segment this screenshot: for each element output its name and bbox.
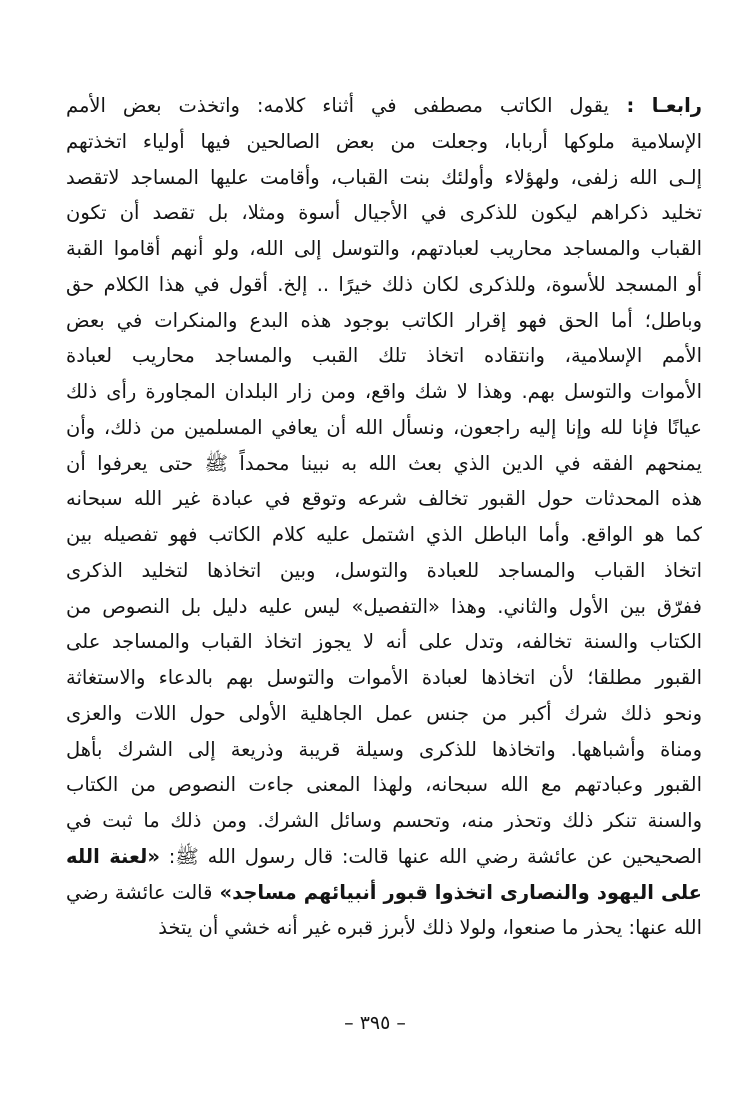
text-line <box>66 660 702 696</box>
text-segment: إلـى الله زلفى، ولهؤلاء وأولئك بنت القباب، وأقامت عليها المساجد لاتقصد <box>66 165 702 189</box>
text-segment: ففرّق بين الأول والثاني. وهذا «التفصيل» ليس عليه دليل بل النصوص من <box>66 594 702 618</box>
text-line <box>66 481 702 517</box>
text-line <box>66 589 702 625</box>
text-segment: هذه المحدثات حول القبور تخالف شرعه وتوقع في عبادة غير الله سبحانه <box>66 487 702 511</box>
bold-text-segment: على اليهود والنصارى اتخذوا قبور أنبيائهم مساجد» <box>212 880 702 904</box>
text-segment: أو المسجد للأسوة، وللذكرى لكان ذلك خيرًا .. إلخ. أقول في هذا الكلام حق <box>66 272 702 296</box>
text-line <box>66 803 702 839</box>
text-line <box>66 267 702 303</box>
text-segment: وباطل؛ أما الحق فهو إقرار الكاتب بوجود هذه البدع والمنكرات في بعض <box>66 308 702 332</box>
text-line <box>66 338 702 374</box>
text-line <box>66 910 702 946</box>
text-line <box>66 195 702 231</box>
text-segment: الأمم الإسلامية، وانتقاده اتخاذ تلك القبب والمساجد محاريب لعبادة <box>66 344 702 368</box>
text-segment: يمنحهم الفقه في الدين الذي بعث الله به نبينا محمداً ﷺ حتى يعرفوا أن <box>66 451 702 475</box>
text-segment: عيانًا فإنا لله وإنا إليه راجعون، ونسأل الله أن يعافي المسلمين من ذلك، وأن <box>66 415 702 439</box>
text-line <box>66 124 702 160</box>
text-line <box>66 875 702 911</box>
text-segment: والسنة تنكر ذلك وتحذر منه، وتحسم وسائل الشرك. ومن ذلك ما ثبت في <box>66 809 702 832</box>
text-segment: الله عنها: يحذر ما صنعوا، ولولا ذلك لأبرز قبره غير أنه خشي أن يتخذ <box>158 916 702 940</box>
text-segment: القباب والمساجد محاريب لعبادتهم، والتوسل إلى الله، ولو أنهم أقاموا القبة <box>66 237 702 260</box>
text-segment: قالت عائشة رضي <box>66 880 213 904</box>
text-segment: الإسلامية ملوكها أربابا، وجعلت من بعض الصالحين فيها أولياء اتخذتهم <box>66 129 702 153</box>
text-line <box>66 160 702 196</box>
text-line <box>66 88 702 124</box>
text-line <box>66 374 702 410</box>
bold-text-segment: رابعـا : <box>608 94 702 117</box>
text-segment: كما هو الواقع. وأما الباطل الذي اشتمل عليه كلام الكاتب فهو تفصيله بين <box>66 523 702 546</box>
text-line <box>66 446 702 482</box>
text-segment: الصحيحين عن عائشة رضي الله عنها قالت: قال رسول الله ﷺ: <box>159 844 702 868</box>
text-segment: ومناة وأشباهها. واتخاذها للذكرى وسيلة قريبة وذريعة إلى الشرك بأهل <box>66 737 702 761</box>
text-line <box>66 839 702 875</box>
text-segment: الأموات والتوسل بهم. وهذا لا شك واقع، ومن زار البلدان المجاورة رأى ذلك <box>66 380 702 403</box>
text-segment: القبور مطلقا؛ لأن اتخاذها لعبادة الأموات والتوسل بهم بالدعاء والاستغاثة <box>66 666 702 689</box>
text-segment: الكتاب والسنة تخالفه، وتدل على أنه لا يجوز اتخاذ القباب والمساجد على <box>66 630 702 654</box>
text-segment: ونحو ذلك شرك أكبر من جنس عمل الجاهلية الأولى حول اللات والعزى <box>66 701 702 725</box>
body-text <box>66 88 702 946</box>
page-number: – ٣٩٥ – <box>344 1012 406 1034</box>
text-line <box>66 624 702 660</box>
text-line <box>66 231 702 267</box>
text-segment: اتخاذ القباب والمساجد للعبادة والتوسل، وبين اتخاذها لتخليد الذكرى <box>66 558 702 582</box>
text-line <box>66 553 702 589</box>
text-line <box>66 410 702 446</box>
text-segment: يقول الكاتب مصطفى في أثناء كلامه: واتخذت بعض الأمم <box>66 94 609 117</box>
text-line <box>66 696 702 732</box>
text-line <box>66 517 702 553</box>
text-segment: تخليد ذكراهم ليكون للذكرى في الأجيال أسوة ومثلا، بل تقصد أن تكون <box>66 201 702 225</box>
bold-text-segment: «لعنة الله <box>66 844 160 868</box>
text-line <box>66 767 702 803</box>
text-segment: القبور وعبادتهم مع الله سبحانه، ولهذا المعنى جاءت النصوص من الكتاب <box>66 773 702 797</box>
text-line <box>66 303 702 339</box>
text-line <box>66 732 702 768</box>
